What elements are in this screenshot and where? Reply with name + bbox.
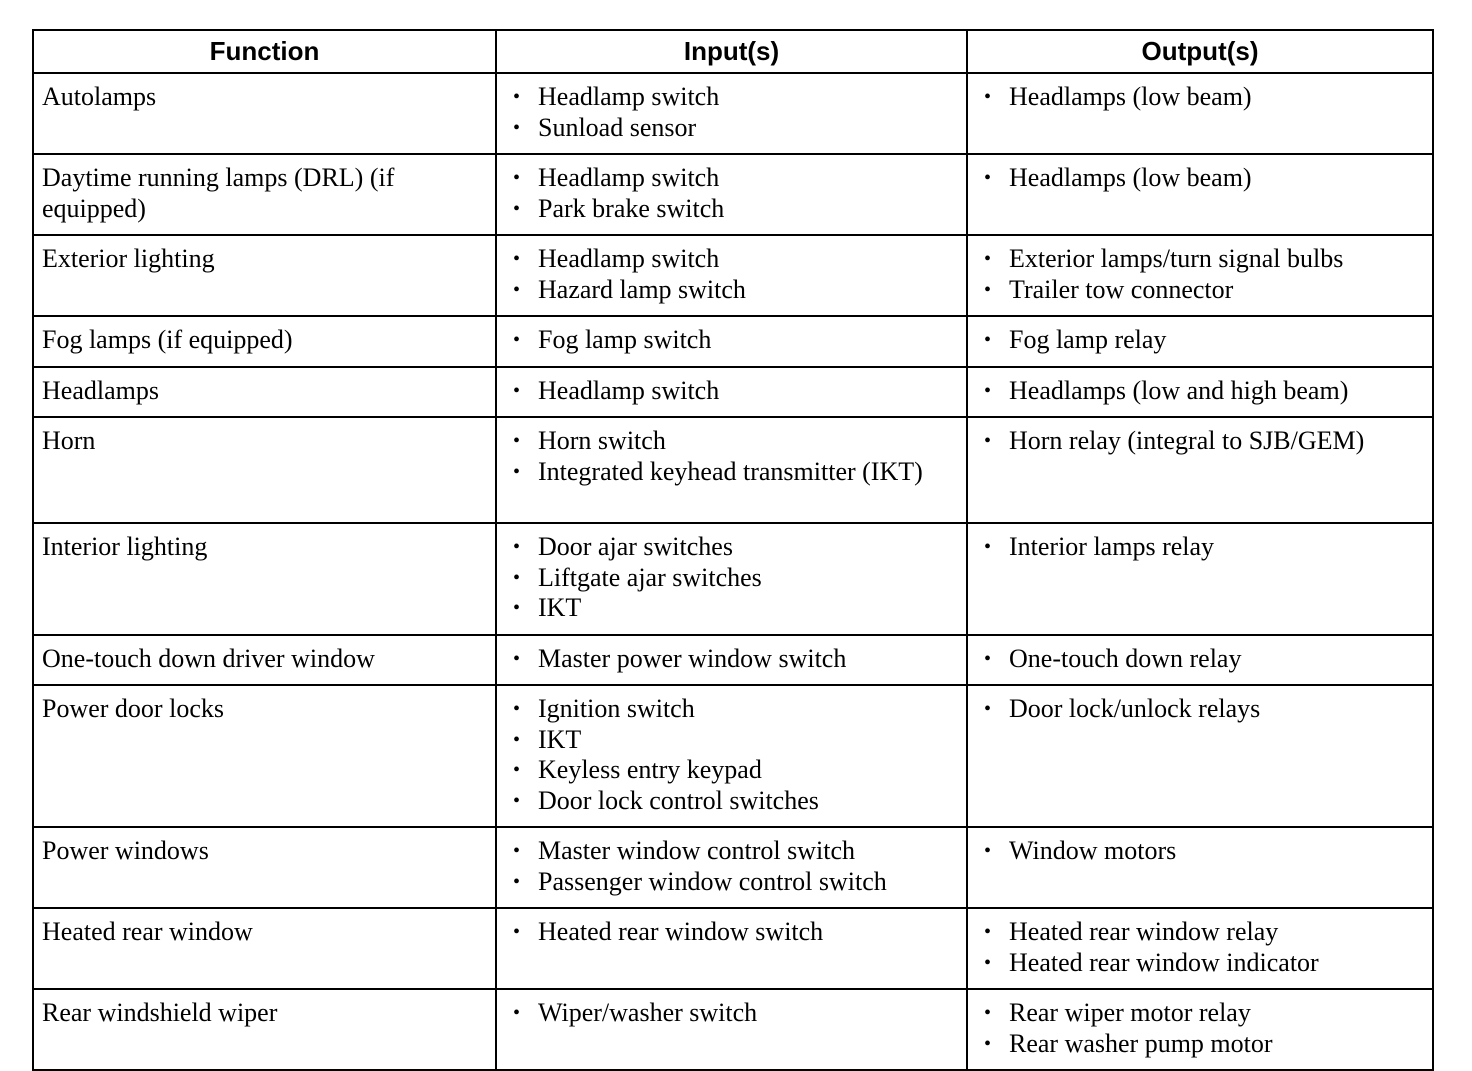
- list-item-text: Rear washer pump motor: [1009, 1028, 1273, 1058]
- bullet-icon: •: [984, 1032, 992, 1055]
- inputs-list: [511, 163, 960, 224]
- outputs-list: [982, 325, 1426, 356]
- bullet-icon: •: [513, 430, 521, 452]
- inputs-cell: [496, 73, 967, 154]
- bullet-icon: •: [984, 921, 992, 943]
- list-item: [511, 532, 960, 563]
- bullet-icon: •: [984, 248, 992, 270]
- list-item: [982, 325, 1426, 356]
- list-item-text: Master power window switch: [538, 643, 847, 673]
- function-cell: Autolamps: [33, 73, 496, 154]
- list-item-text: Exterior lamps/turn signal bulbs: [1009, 244, 1344, 273]
- list-item-text: Fog lamp switch: [538, 325, 712, 354]
- bullet-icon: •: [513, 278, 521, 301]
- list-item: [982, 244, 1426, 275]
- function-cell: Rear windshield wiper: [33, 989, 496, 1070]
- table-row: [33, 316, 1433, 367]
- bullet-icon: •: [984, 1002, 992, 1024]
- bullet-icon: •: [513, 597, 521, 619]
- outputs-list: [982, 644, 1426, 675]
- list-item: [511, 244, 960, 275]
- inputs-cell: [496, 417, 967, 523]
- inputs-list: [511, 426, 960, 487]
- bullet-icon: •: [513, 248, 521, 270]
- inputs-list: [511, 836, 960, 897]
- bullet-icon: •: [513, 840, 521, 862]
- list-item-text: Liftgate ajar switches: [538, 562, 762, 592]
- list-item-text: Keyless entry keypad: [538, 755, 762, 784]
- list-item: [982, 998, 1426, 1029]
- bullet-icon: •: [513, 921, 521, 943]
- function-cell: Fog lamps (if equipped): [33, 316, 496, 367]
- outputs-cell: [967, 635, 1433, 686]
- list-item: [511, 376, 960, 407]
- list-item: [511, 426, 960, 457]
- list-item-text: Heated rear window indicator: [1009, 947, 1319, 977]
- list-item: [982, 1029, 1426, 1060]
- header-inputs: Input(s): [496, 30, 967, 73]
- bullet-icon: •: [984, 536, 992, 558]
- outputs-cell: [967, 154, 1433, 235]
- outputs-cell: [967, 989, 1433, 1070]
- outputs-cell: [967, 417, 1433, 523]
- list-item-text: Door lock/unlock relays: [1009, 694, 1261, 723]
- outputs-list: [982, 244, 1426, 305]
- function-cell: Heated rear window: [33, 908, 496, 989]
- list-item: [982, 644, 1426, 675]
- bullet-icon: •: [513, 759, 521, 781]
- list-item: [511, 457, 960, 488]
- list-item-text: Passenger window control switch: [538, 866, 887, 896]
- list-item: [511, 917, 960, 948]
- function-cell: Daytime running lamps (DRL) (if equipped): [33, 154, 496, 235]
- function-io-table: [32, 29, 1434, 1071]
- outputs-cell: [967, 235, 1433, 316]
- list-item-text: Park brake switch: [538, 193, 725, 223]
- table-row: [33, 367, 1433, 418]
- list-item: [982, 426, 1426, 457]
- table-header-row: [33, 30, 1433, 73]
- bullet-icon: •: [984, 951, 992, 974]
- list-item-text: Headlamp switch: [538, 163, 720, 192]
- list-item-text: Window motors: [1009, 836, 1177, 865]
- outputs-cell: [967, 827, 1433, 908]
- list-item: [511, 194, 960, 225]
- bullet-icon: •: [513, 167, 521, 189]
- list-item: [982, 948, 1426, 979]
- list-item: [982, 82, 1426, 113]
- list-item: [982, 917, 1426, 948]
- bullet-icon: •: [513, 379, 521, 402]
- header-function: Function: [33, 30, 496, 73]
- list-item: [511, 725, 960, 756]
- list-item-text: IKT: [538, 593, 582, 622]
- bullet-icon: •: [513, 698, 521, 720]
- list-item-text: Headlamp switch: [538, 244, 720, 273]
- list-item-text: Headlamps (low and high beam): [1009, 375, 1349, 405]
- bullet-icon: •: [513, 197, 521, 220]
- bullet-icon: •: [984, 167, 992, 189]
- list-item: [511, 836, 960, 867]
- bullet-icon: •: [984, 840, 992, 862]
- list-item: [982, 275, 1426, 306]
- outputs-cell: [967, 523, 1433, 635]
- bullet-icon: •: [513, 329, 521, 351]
- inputs-cell: [496, 367, 967, 418]
- bullet-icon: •: [513, 116, 521, 139]
- list-item-text: IKT: [538, 724, 582, 754]
- bullet-icon: •: [513, 728, 521, 751]
- outputs-list: [982, 998, 1426, 1059]
- header-outputs: Output(s): [967, 30, 1433, 73]
- list-item-text: Interior lamps relay: [1009, 532, 1215, 561]
- inputs-cell: [496, 827, 967, 908]
- inputs-list: [511, 244, 960, 305]
- inputs-cell: [496, 316, 967, 367]
- list-item-text: Headlamp switch: [538, 82, 720, 111]
- inputs-cell: [496, 908, 967, 989]
- list-item-text: Wiper/washer switch: [538, 998, 758, 1027]
- outputs-list: [982, 836, 1426, 867]
- inputs-list: [511, 998, 960, 1029]
- bullet-icon: •: [513, 536, 521, 558]
- list-item: [511, 755, 960, 786]
- list-item-text: Master window control switch: [538, 836, 856, 865]
- list-item: [511, 694, 960, 725]
- function-cell: Power door locks: [33, 685, 496, 827]
- inputs-list: [511, 644, 960, 675]
- inputs-list: [511, 532, 960, 624]
- table-row: [33, 908, 1433, 989]
- list-item-text: Integrated keyhead transmitter (IKT): [538, 456, 923, 486]
- outputs-list: [982, 163, 1426, 194]
- list-item: [511, 644, 960, 675]
- outputs-list: [982, 532, 1426, 563]
- table-row: [33, 417, 1433, 523]
- list-item-text: Door ajar switches: [538, 532, 733, 561]
- list-item: [511, 325, 960, 356]
- inputs-list: [511, 376, 960, 407]
- inputs-cell: [496, 235, 967, 316]
- inputs-list: [511, 917, 960, 948]
- function-cell: Power windows: [33, 827, 496, 908]
- list-item-text: Horn switch: [538, 426, 666, 455]
- function-cell: Exterior lighting: [33, 235, 496, 316]
- bullet-icon: •: [513, 789, 521, 812]
- list-item-text: Horn relay (integral to SJB/GEM): [1009, 426, 1365, 455]
- list-item: [982, 376, 1426, 407]
- table-row: [33, 827, 1433, 908]
- list-item-text: Trailer tow connector: [1009, 274, 1234, 304]
- list-item: [511, 786, 960, 817]
- outputs-cell: [967, 316, 1433, 367]
- outputs-list: [982, 426, 1426, 457]
- list-item: [982, 694, 1426, 725]
- table-row: [33, 235, 1433, 316]
- table-row: [33, 523, 1433, 635]
- table-row: [33, 989, 1433, 1070]
- list-item-text: Headlamp switch: [538, 375, 720, 405]
- list-item: [511, 275, 960, 306]
- bullet-icon: •: [513, 566, 521, 589]
- list-item: [511, 163, 960, 194]
- list-item: [511, 82, 960, 113]
- inputs-list: [511, 325, 960, 356]
- function-cell: Interior lighting: [33, 523, 496, 635]
- outputs-list: [982, 694, 1426, 725]
- bullet-icon: •: [513, 1002, 521, 1024]
- inputs-list: [511, 694, 960, 816]
- inputs-cell: [496, 523, 967, 635]
- bullet-icon: •: [513, 86, 521, 108]
- inputs-cell: [496, 154, 967, 235]
- list-item: [982, 163, 1426, 194]
- list-item-text: Fog lamp relay: [1009, 325, 1167, 354]
- inputs-list: [511, 82, 960, 143]
- inputs-cell: [496, 989, 967, 1070]
- outputs-list: [982, 917, 1426, 978]
- list-item: [511, 113, 960, 144]
- bullet-icon: •: [984, 278, 992, 301]
- bullet-icon: •: [513, 870, 521, 893]
- list-item: [982, 836, 1426, 867]
- list-item-text: Heated rear window switch: [538, 917, 824, 946]
- outputs-list: [982, 376, 1426, 407]
- function-cell: Headlamps: [33, 367, 496, 418]
- list-item: [511, 998, 960, 1029]
- list-item-text: Headlamps (low beam): [1009, 82, 1252, 111]
- bullet-icon: •: [984, 698, 992, 720]
- bullet-icon: •: [513, 647, 521, 670]
- function-cell: One-touch down driver window: [33, 635, 496, 686]
- outputs-list: [982, 82, 1426, 113]
- list-item: [511, 867, 960, 898]
- table-row: [33, 73, 1433, 154]
- list-item-text: One-touch down relay: [1009, 643, 1242, 673]
- bullet-icon: •: [984, 430, 992, 452]
- outputs-cell: [967, 367, 1433, 418]
- bullet-icon: •: [984, 329, 992, 351]
- inputs-cell: [496, 635, 967, 686]
- outputs-cell: [967, 73, 1433, 154]
- list-item-text: Ignition switch: [538, 694, 695, 723]
- bullet-icon: •: [984, 379, 992, 402]
- table-row: [33, 685, 1433, 827]
- list-item: [982, 532, 1426, 563]
- list-item: [511, 593, 960, 624]
- outputs-cell: [967, 685, 1433, 827]
- table-row: [33, 635, 1433, 686]
- bullet-icon: •: [513, 460, 521, 483]
- table-row: [33, 154, 1433, 235]
- outputs-cell: [967, 908, 1433, 989]
- bullet-icon: •: [984, 647, 992, 670]
- list-item: [511, 563, 960, 594]
- list-item-text: Door lock control switches: [538, 785, 819, 815]
- list-item-text: Rear wiper motor relay: [1009, 998, 1251, 1027]
- bullet-icon: •: [984, 86, 992, 108]
- table-body: [33, 73, 1433, 1070]
- list-item-text: Sunload sensor: [538, 112, 697, 142]
- list-item-text: Headlamps (low beam): [1009, 163, 1252, 192]
- list-item-text: Heated rear window relay: [1009, 917, 1279, 946]
- function-cell: Horn: [33, 417, 496, 523]
- inputs-cell: [496, 685, 967, 827]
- list-item-text: Hazard lamp switch: [538, 274, 746, 304]
